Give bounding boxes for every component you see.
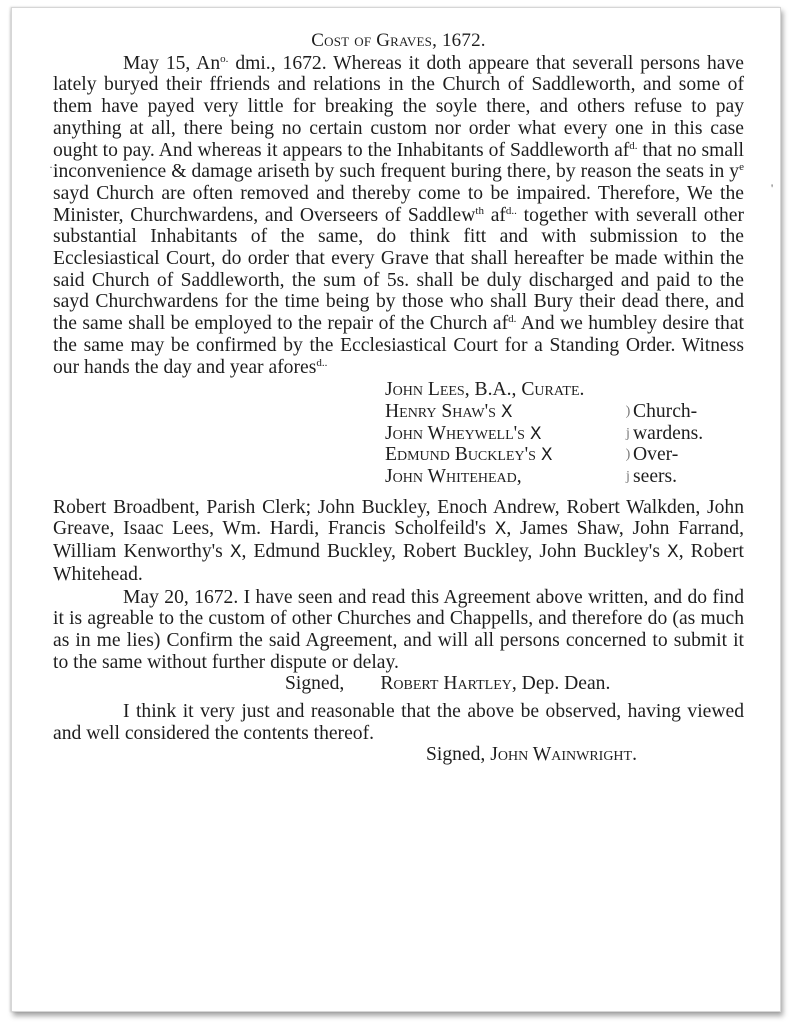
brace-icon: j [626, 469, 630, 484]
signatory-name-cell [385, 466, 623, 488]
signatory-row [385, 466, 744, 488]
signer-title: , Dep. Dean. [511, 673, 611, 695]
signatory-name-cell [385, 401, 623, 423]
order-text: that no small inconvenience & damage ariseth by such frequent buring there, by reason the seats in y [53, 139, 744, 183]
document-content [53, 30, 744, 766]
superscript: th [475, 204, 484, 217]
confirmation-signature [285, 673, 744, 695]
opinion-paragraph: I think it very just and reasonable that the above be observed, having viewed and well considered the contents thereof. [53, 701, 744, 744]
signature-mark: X [667, 542, 679, 563]
order-text: sayd Church are often removed and thereby come to be impaired. Therefore, We the Minister, Churchwardens, and Overseers of Saddlew [53, 182, 744, 226]
witness-names: Robert Broadbent, Parish Clerk; John Buckley, Enoch Andrew, Robert Walkden, John Greave, Isaac Lees, Wm. Hardi, Francis Scholfeild's [53, 496, 744, 540]
document-page [11, 7, 781, 1012]
signatory-role: wardens. [633, 422, 704, 444]
signature-mark: X [540, 445, 553, 466]
signer-name: Robert Hartley [380, 673, 512, 695]
superscript: d.. [505, 204, 517, 217]
signatory-role: Church- [633, 400, 698, 422]
signed-label: Signed, [285, 673, 345, 695]
signatory-name-cell [385, 444, 623, 466]
witness-names: , Edmund Buckley, Robert Buckley, John Buckley's [241, 541, 668, 563]
signature-mark: X [494, 519, 507, 540]
signature-block [385, 379, 744, 487]
signatory-row [385, 379, 744, 401]
superscript: e [739, 161, 744, 174]
signature-mark: X [229, 542, 242, 563]
signatory-name-cell [385, 423, 623, 445]
signatory-name: Henry Shaw's [385, 400, 501, 422]
signatory-row [385, 444, 744, 466]
order-date-prefix: May 15, An [123, 52, 221, 74]
stray-mark: ' [771, 181, 774, 195]
signatory-role: seers. [633, 466, 678, 487]
signatory-name: John Lees, B.A., Curate. [385, 379, 585, 401]
order-text: Whereas it doth appeare that severall persons have lately buryed their ffriends and relations in the Church of Saddleworth, and some of them have payed very little for breaking the soyle there, and others refuse to pay anything at all, there being no certain custom nor order what every one in this case ought to pay. And whereas it appears to the Inhabitants of Saddleworth af [53, 52, 744, 161]
signature-mark: X [500, 401, 513, 422]
superscript: d. [629, 139, 638, 152]
brace-icon: j [626, 425, 630, 441]
stray-mark: · [49, 160, 53, 174]
signatory-row [385, 401, 744, 423]
brace-icon: ) [625, 403, 631, 419]
order-date-suffix: dmi., 1672. [228, 52, 327, 74]
signatory-name: John Wheywell's [385, 422, 530, 444]
order-paragraph [53, 53, 744, 379]
confirmation-date: May 20, 1672. [123, 586, 239, 608]
signatory-row [385, 423, 744, 445]
confirmation-paragraph [53, 587, 744, 674]
witness-names: , Robert Whitehead. [53, 541, 744, 585]
order-text: af [483, 204, 506, 226]
superscript: o. [220, 52, 229, 65]
superscript: d.. [316, 356, 328, 369]
witness-list [53, 497, 744, 586]
signature-mark: X [529, 423, 542, 444]
document-title: Cost of Graves, 1672. [311, 30, 486, 51]
brace-icon: ) [625, 447, 631, 463]
signatory-role: Over- [633, 444, 679, 466]
signatory-name: John Whitehead, [385, 466, 522, 487]
witness-names: , James Shaw, John Farrand, William Kenworthy's [53, 518, 745, 563]
superscript: d. [508, 313, 517, 326]
confirmation-text: I have seen and read this Agreement above written, and do find it is agreable to the custom of other Churches and Chappells, and therefore do (as much as in me lies) Confirm the said Agreement, and will all persons concerned to submit it to the same without further dispute or delay. [53, 586, 744, 673]
opinion-signature [426, 744, 744, 766]
signer-name: John Wainwright. [490, 744, 637, 766]
signed-label: Signed, [426, 744, 491, 766]
signatory-name: Edmund Buckley's [385, 444, 541, 466]
order-text: together with severall other substantial Inhabitants of the same, do think fitt and with submission to the Ecclesiastical Court, do order that every Grave that shall hereafter be made within the said Church of Saddleworth, the sum of 5s. shall be duly discharged and paid to the sayd Churchwardens for the time being by those who shall Bury their dead there, and the same shall be employed to the repair of the Church af [53, 204, 745, 335]
order-text: And we humbley desire that the same may be confirmed by the Ecclesiastical Court for a Standing Order. Witness our hands the day and year afores [53, 313, 744, 378]
